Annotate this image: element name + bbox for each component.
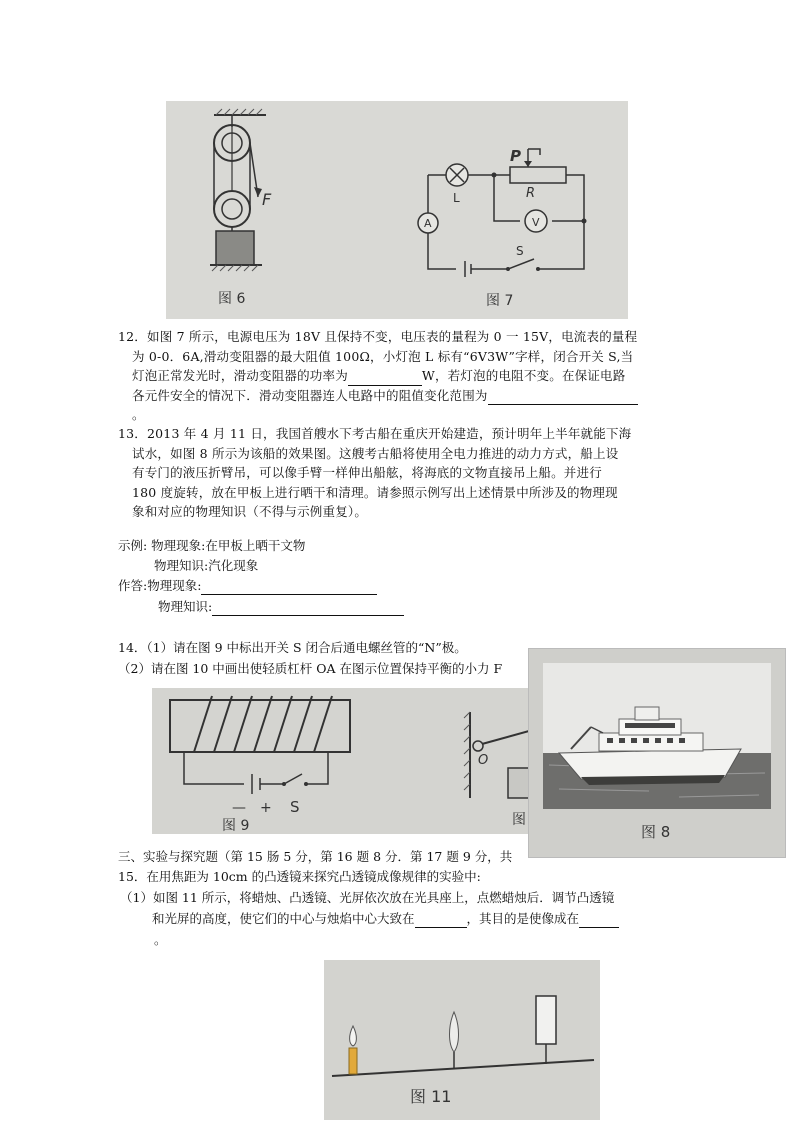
q12-line2: 为 0-0．6A,滑动变阻器的最大阻值 100Ω，小灯泡 L 标有“6V3W”字样，闭合开关 S,当 [132,348,634,364]
fig10-caption: 图 [512,812,526,828]
q13-line2: 试水，如图 8 所示为该船的效果图。这艘考古船将使用全电力推进的动力方式，船上设 [132,445,619,461]
fig8-caption: 图 8 [641,823,671,841]
q13-line3: 有专门的液压折臂吊，可以像手臂一样伸出船舷，将海底的文物直接吊上船。并进行 [132,465,602,480]
q12-line3b: W，若灯泡的电阻不变。在保证电路 [421,368,626,383]
fig9-switch-label: S [290,798,300,816]
q13-answer-knowledge-label: 物理知识: [158,599,213,614]
q14-line2: （2）请在图 10 中画出使轻质杠杆 OA 在图示位置保持平衡的小力 F [118,661,503,676]
fig6-caption: 图 6 [218,291,246,307]
q15-height-blank[interactable] [415,914,467,928]
fig11-caption: 图 11 [410,1087,452,1106]
q15-line2: （1）如图 11 所示，将蜡烛、凸透镜、光屏依次放在光具座上，点燃蜡烛后．调节凸透镜 [120,890,615,905]
section-3-heading: 三、实验与探究题（第 15 肠 5 分，第 16 题 8 分．第 17 题 9 分，共 [118,849,513,864]
figure-9-10-photo [152,688,540,834]
q15-line1: 15．在用焦距为 10cm 的凸透镜来探究凸透镜成像规律的实验中: [118,869,481,884]
q15-line3-row [152,909,619,928]
figure-8-photo [528,648,786,858]
q12-line1: 12．如图 7 所示，电源电压为 18V 且保持不变，电压表的量程为 0 一 15V，电流表的量程 [118,329,638,344]
q13-example-phenomenon: 示例: 物理现象:在甲板上晒干文物 [118,538,306,553]
fig7-label-p: P [510,147,521,165]
q13-answer-knowledge-row [158,597,404,616]
q12-line3a: 灯泡正常发光时，滑动变阻器的功率为 [132,368,348,383]
q13-line1: 13．2013 年 4 月 11 日，我国首艘水下考古船在重庆开始建造，预计明年上半年就能下海 [118,426,632,441]
q12-range-blank[interactable] [488,391,638,405]
fig10-pivot-label: O [478,753,489,768]
figure-6-7-drawing [166,101,628,319]
q13-example-knowledge: 物理知识:汽化现象 [154,558,259,573]
q15-line3a: 和光屏的高度，使它们的中心与烛焰中心大致在 [152,911,415,926]
q13-line5: 象和对应的物理知识（不得与示例重复）。 [132,504,368,519]
q15-line4: 。 [154,932,167,947]
fig7-label-v: V [532,216,540,229]
fig7-label-l: L [453,191,460,205]
figure-8-drawing [529,649,785,857]
question-12 [118,327,678,425]
fig9-caption: 图 9 [222,818,250,834]
fig6-force-label: F [262,190,272,209]
q12-line5: 。 [132,407,145,422]
q15-image-blank[interactable] [579,914,619,928]
fig9-plus: + [260,800,272,816]
q13-answer-phenomenon-label: 作答:物理现象: [118,578,202,593]
fig7-label-a: A [424,217,432,230]
fig7-caption: 图 7 [486,293,514,309]
q14-line1: 14．（1）请在图 9 中标出开关 S 闭合后通电螺丝管的“N”极。 [118,640,467,655]
q13-line4: 180 度旋转，放在甲板上进行晒干和清理。请参照示例写出上述情景中所涉及的物理现 [132,484,618,500]
figure-11-photo [324,960,600,1120]
figure-6-7-photo [166,101,628,319]
fig7-label-s: S [516,244,524,258]
question-13 [118,424,678,522]
q15-line3b: ，其目的是使像成在 [466,911,580,926]
fig9-minus: — [232,800,246,816]
q12-power-blank[interactable] [348,372,422,386]
fig7-label-r: R [526,186,536,201]
q12-line4: 各元件安全的情况下．滑动变阻器连人电路中的阻值变化范围为 [132,387,488,403]
q13-answer-phenomenon-row [118,576,377,595]
q13-phenomenon-blank[interactable] [201,581,377,595]
q13-knowledge-blank[interactable] [212,602,404,616]
figure-11-drawing [324,960,600,1120]
figure-9-10-drawing [152,688,540,834]
